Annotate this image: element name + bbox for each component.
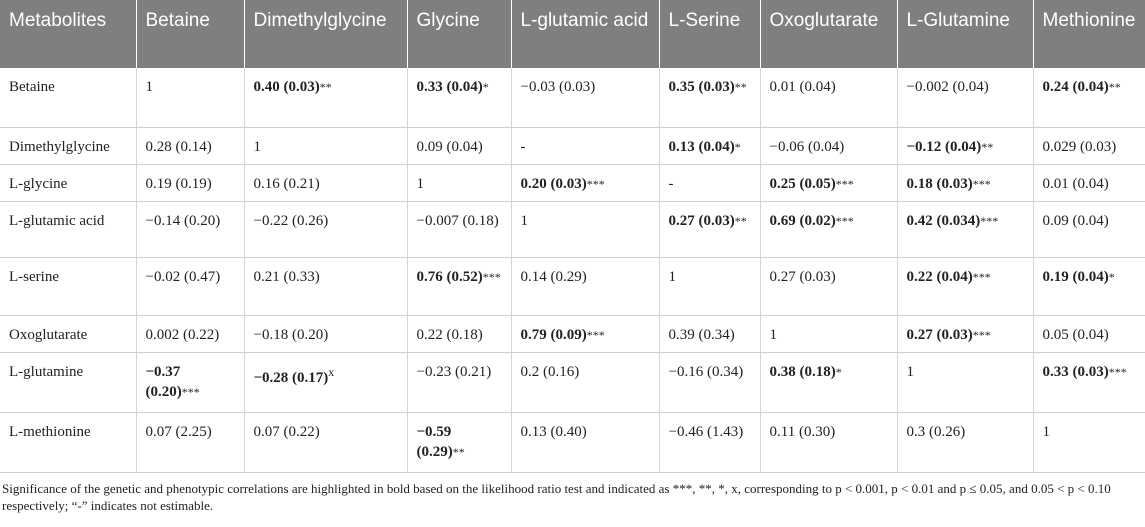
table-cell <box>244 202 407 258</box>
significance-marker: *** <box>835 214 854 228</box>
row-label: L-methionine <box>0 413 136 473</box>
significance-marker: *** <box>835 177 854 191</box>
significance-marker: * <box>1108 270 1115 284</box>
table-cell <box>659 165 760 202</box>
cell-value: 1 <box>145 79 153 95</box>
table-row <box>0 165 1145 202</box>
table-cell <box>1033 316 1145 353</box>
cell-value: 0.33 (0.03) <box>1042 364 1109 380</box>
cell-value: 0.76 (0.52) <box>416 269 483 285</box>
cell-value: - <box>668 176 674 192</box>
table-cell <box>407 165 511 202</box>
significance-marker: ** <box>1108 80 1121 94</box>
cell-value: −0.002 (0.04) <box>906 79 989 95</box>
table-cell <box>136 413 244 473</box>
table-cell <box>1033 68 1145 128</box>
cell-value: - <box>520 139 526 155</box>
cell-value: −0.22 (0.26) <box>253 213 329 229</box>
table-cell <box>407 316 511 353</box>
table-cell <box>244 258 407 316</box>
cell-value: 0.3 (0.26) <box>906 424 966 440</box>
cell-value: 0.22 (0.18) <box>416 327 483 343</box>
cell-value: 0.28 (0.14) <box>145 139 212 155</box>
table-cell <box>1033 128 1145 165</box>
table-row <box>0 128 1145 165</box>
table-cell <box>659 258 760 316</box>
significance-marker: *** <box>181 385 200 399</box>
table-cell <box>760 258 897 316</box>
table-cell <box>244 316 407 353</box>
cell-value: 0.25 (0.05) <box>769 176 836 192</box>
table-cell <box>659 128 760 165</box>
significance-marker: * <box>482 80 489 94</box>
cell-value: 0.07 (0.22) <box>253 424 320 440</box>
table-body <box>0 68 1145 473</box>
cell-value: 0.40 (0.03) <box>253 79 320 95</box>
cell-value: 1 <box>668 269 676 285</box>
significance-marker: *** <box>980 214 999 228</box>
cell-value: 0.13 (0.04) <box>668 139 735 155</box>
significance-marker: * <box>734 140 741 154</box>
table-cell <box>136 68 244 128</box>
table-cell <box>136 165 244 202</box>
cell-value: 0.09 (0.04) <box>1042 213 1109 229</box>
table-cell <box>760 316 897 353</box>
table-cell <box>407 128 511 165</box>
row-label: Oxoglutarate <box>0 316 136 353</box>
table-cell <box>659 353 760 413</box>
cell-value: 0.11 (0.30) <box>769 424 836 440</box>
cell-value: 1 <box>416 176 424 192</box>
table-cell <box>407 353 511 413</box>
cell-value: −0.16 (0.34) <box>668 364 744 380</box>
cell-value: 0.24 (0.04) <box>1042 79 1109 95</box>
table-row <box>0 316 1145 353</box>
table-cell <box>407 202 511 258</box>
header-cell: Dimethylglycine <box>244 0 407 68</box>
cell-value: 0.38 (0.18) <box>769 364 836 380</box>
table-row <box>0 413 1145 473</box>
table-cell <box>407 258 511 316</box>
table-row <box>0 258 1145 316</box>
cell-value: 0.69 (0.02) <box>769 213 836 229</box>
cell-value: 0.27 (0.03) <box>906 327 973 343</box>
cell-value: 0.05 (0.04) <box>1042 327 1109 343</box>
table-cell <box>897 202 1033 258</box>
table-cell <box>511 128 659 165</box>
significance-marker: ** <box>981 140 994 154</box>
table-cell <box>244 68 407 128</box>
table-cell <box>136 202 244 258</box>
cell-value: 0.07 (2.25) <box>145 424 212 440</box>
cell-value: −0.14 (0.20) <box>145 213 221 229</box>
table-cell <box>659 316 760 353</box>
cell-value: 0.21 (0.33) <box>253 269 320 285</box>
cell-value: 0.27 (0.03) <box>668 213 735 229</box>
cell-value: 0.35 (0.03) <box>668 79 735 95</box>
table-cell <box>1033 413 1145 473</box>
significance-marker: *** <box>1108 365 1127 379</box>
significance-marker: ** <box>319 80 332 94</box>
cell-value: 0.79 (0.09) <box>520 327 587 343</box>
table-cell <box>1033 353 1145 413</box>
cell-value: −0.46 (1.43) <box>668 424 744 440</box>
header-row <box>0 0 1145 68</box>
cell-value: −0.06 (0.04) <box>769 139 845 155</box>
cell-value: 0.18 (0.03) <box>906 176 973 192</box>
cell-value: −0.18 (0.20) <box>253 327 329 343</box>
cell-value: 0.27 (0.03) <box>769 269 836 285</box>
table-cell <box>1033 258 1145 316</box>
table-cell <box>897 165 1033 202</box>
cell-value: 0.2 (0.16) <box>520 364 580 380</box>
table-cell <box>897 353 1033 413</box>
row-label: L-glycine <box>0 165 136 202</box>
table-cell <box>244 353 407 413</box>
table-cell <box>1033 202 1145 258</box>
significance-marker: ** <box>734 214 747 228</box>
cell-value: 0.22 (0.04) <box>906 269 973 285</box>
cell-value: 0.33 (0.04) <box>416 79 483 95</box>
table-cell <box>897 258 1033 316</box>
cell-value: 0.19 (0.19) <box>145 176 212 192</box>
table-cell <box>760 68 897 128</box>
table-row <box>0 353 1145 413</box>
row-label: L-glutamic acid <box>0 202 136 258</box>
table-cell <box>407 413 511 473</box>
significance-marker: ** <box>452 445 465 459</box>
table-cell <box>511 165 659 202</box>
cell-value: 0.09 (0.04) <box>416 139 483 155</box>
table-cell <box>244 128 407 165</box>
table-cell <box>760 413 897 473</box>
significance-marker: *** <box>972 177 991 191</box>
cell-value: −0.28 (0.17) <box>253 370 329 386</box>
significance-marker: ** <box>734 80 747 94</box>
cell-value: −0.37 (0.20) <box>145 364 182 400</box>
header-cell: Oxoglutarate <box>760 0 897 68</box>
cell-value: 0.19 (0.04) <box>1042 269 1109 285</box>
table-header <box>0 0 1145 68</box>
table-cell <box>659 68 760 128</box>
cell-value: 0.42 (0.034) <box>906 213 981 229</box>
cell-value: 1 <box>520 213 528 229</box>
table-cell <box>244 413 407 473</box>
cell-value: 0.01 (0.04) <box>1042 176 1109 192</box>
header-cell: L-glutamic acid <box>511 0 659 68</box>
header-cell: L-Serine <box>659 0 760 68</box>
significance-marker: *** <box>586 328 605 342</box>
table-cell <box>760 165 897 202</box>
table-cell <box>659 413 760 473</box>
significance-marker: *** <box>972 328 991 342</box>
table-cell <box>511 353 659 413</box>
cell-value: 0.39 (0.34) <box>668 327 735 343</box>
row-label: L-glutamine <box>0 353 136 413</box>
significance-marker: x <box>328 365 335 379</box>
header-cell: Glycine <box>407 0 511 68</box>
row-label: Betaine <box>0 68 136 128</box>
table-cell <box>897 413 1033 473</box>
table-cell <box>897 316 1033 353</box>
table-cell <box>407 68 511 128</box>
table-cell <box>760 202 897 258</box>
significance-marker: *** <box>972 270 991 284</box>
table-footnote: Significance of the genetic and phenotypic correlations are highlighted in bold based on the likelihood ratio test and indicated as ***, **, *, x, corresponding to p < 0.001, p < 0.01 and p ≤ 0.05, and 0.05 < p < 0.10 respectively; “-” indicates not estimable. <box>2 481 1111 513</box>
header-cell: Betaine <box>136 0 244 68</box>
table-row <box>0 68 1145 128</box>
significance-marker: *** <box>482 270 501 284</box>
table-cell <box>897 68 1033 128</box>
cell-value: 0.13 (0.40) <box>520 424 587 440</box>
table-cell <box>659 202 760 258</box>
header-cell: L-Glutamine <box>897 0 1033 68</box>
cell-value: 0.029 (0.03) <box>1042 139 1117 155</box>
cell-value: 1 <box>253 139 261 155</box>
table-cell <box>244 165 407 202</box>
cell-value: −0.03 (0.03) <box>520 79 596 95</box>
table-cell <box>136 316 244 353</box>
cell-value: 1 <box>1042 424 1050 440</box>
table-cell <box>136 353 244 413</box>
table-cell <box>136 128 244 165</box>
cell-value: 0.16 (0.21) <box>253 176 320 192</box>
cell-value: −0.007 (0.18) <box>416 213 499 229</box>
table-cell <box>511 316 659 353</box>
header-cell: Metabolites <box>0 0 136 68</box>
table-cell <box>511 258 659 316</box>
cell-value: 0.002 (0.22) <box>145 327 220 343</box>
table-cell <box>511 68 659 128</box>
cell-value: −0.23 (0.21) <box>416 364 492 380</box>
table-cell <box>897 128 1033 165</box>
cell-value: 0.14 (0.29) <box>520 269 587 285</box>
table-row <box>0 202 1145 258</box>
cell-value: 0.20 (0.03) <box>520 176 587 192</box>
table-cell <box>136 258 244 316</box>
significance-marker: * <box>835 365 842 379</box>
table-cell <box>511 202 659 258</box>
table-cell <box>511 413 659 473</box>
cell-value: 1 <box>769 327 777 343</box>
significance-marker: *** <box>586 177 605 191</box>
cell-value: 1 <box>906 364 914 380</box>
cell-value: −0.59 (0.29) <box>416 424 453 460</box>
header-cell: Methionine <box>1033 0 1145 68</box>
row-label: L-serine <box>0 258 136 316</box>
table-cell <box>760 128 897 165</box>
cell-value: 0.01 (0.04) <box>769 79 836 95</box>
row-label: Dimethylglycine <box>0 128 136 165</box>
table-cell <box>1033 165 1145 202</box>
table-cell <box>760 353 897 413</box>
cell-value: −0.02 (0.47) <box>145 269 221 285</box>
cell-value: −0.12 (0.04) <box>906 139 982 155</box>
